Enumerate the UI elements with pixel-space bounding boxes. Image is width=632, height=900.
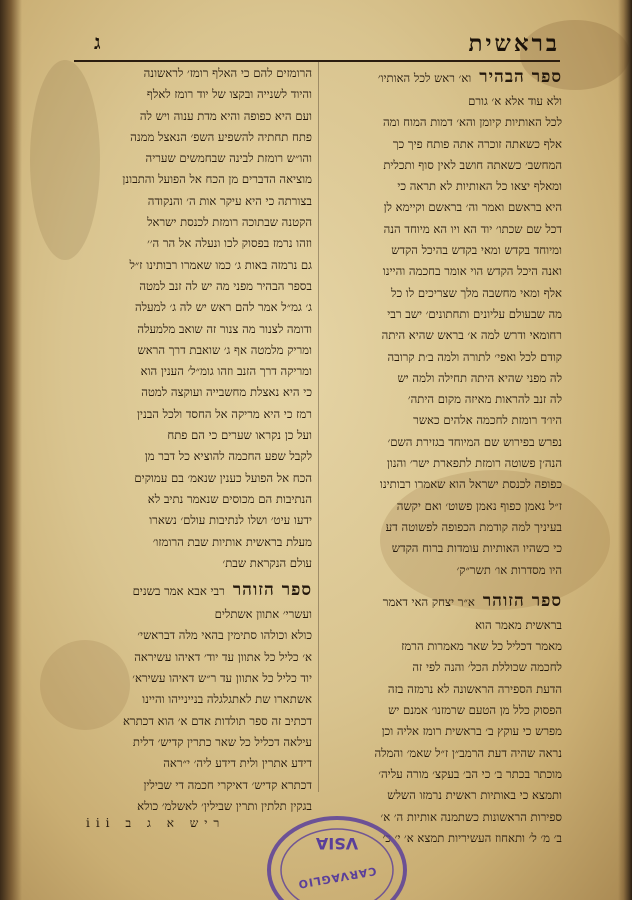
section-heading-zohar: ספר הזוהרא״ר יצחק האי דאמר [382, 590, 562, 611]
text-line: והיוד לשנייה ובקצו של יוד רומז לאלף [146, 87, 312, 102]
text-line: בצורתה כי היא עיקר אות ה׳ והנקודה [147, 193, 312, 208]
text-line: נפרש בפירוש שם המיוחד בגזירת השם׳ [387, 434, 562, 449]
text-line: ולא עוד אלא א׳ גורם [468, 94, 562, 108]
text-line: אשתארו שת לאתגלגלה בניינייהו והיינו [142, 692, 312, 707]
text-line: ידעו עיט׳ ושלו לנתיבות עולם׳ נשארו [149, 513, 312, 528]
opening-words: א״ר יצחק האי דאמר [382, 594, 475, 609]
header-rule [74, 60, 560, 62]
text-line: ועם היא כפופה והיא מדת ענוה ויש לה [139, 108, 312, 123]
stamp-text-top: VSIA [315, 834, 359, 853]
text-line: המחשב׳ כשאתה חושב לאין סוף ותכלית [383, 157, 562, 172]
section-heading-zohar-left: ספר הזוהררבי אבא אמר בשנים [132, 580, 312, 601]
text-line: אלף ומאי מחשבה מלך שצריכים לו כל [391, 285, 562, 300]
text-line: מוכתר בכתר ב׳ כי הב׳ בעקצ׳ מורה עליה׳ [378, 766, 562, 781]
text-line: ומריק מלמטה אף ג׳ שואבת דרך הראש [137, 342, 312, 357]
text-line: הפסוק כלל מן הטעם שרמזנו׳ אמנם יש [388, 703, 562, 718]
text-line: מאמר דכליל כל שאר מאמרות הרמז [401, 639, 562, 654]
text-line: דכל שם שכתו׳ יוד הא ויו הא מיוחד הנה [383, 221, 562, 236]
text-line: פתח תחתיה להשפיע השפ׳ הנאצל ממנה [130, 129, 312, 144]
text-line: בגקין תלתין ותרין שבילין׳ לאשלמ׳ כולא [137, 798, 312, 813]
text-line: היו׳ד רומזת לחכמה אלהים כאשר [413, 413, 562, 428]
text-line: עולם הנקראת שבת׳ [222, 555, 312, 570]
text-line: הכח אל הפועל כענין שנאמ׳ בם עמוקים [134, 470, 312, 485]
text-line: עילאה דכליל כל שאר כתרין קדיש׳ דלית [132, 734, 312, 749]
text-line: ועשרי׳ אתוון אשתלים [214, 607, 312, 622]
text-line: מעלת בראשית אותיות שבת הרומזו׳ [152, 534, 312, 549]
running-title: בראשית [468, 30, 560, 57]
text-line: הנתיבות הם מכוסים שנאמר נתיב לא [147, 491, 312, 506]
text-line: הדעת הספירה הראשונה לא נרמזה בזה [387, 681, 562, 696]
left-column-lines-2 [74, 604, 312, 817]
opening-words: רבי אבא אמר בשנים [132, 584, 225, 599]
left-column-lines [74, 63, 312, 574]
text-line: הנה׳ן פשוטה רומזת לתפארת ישר׳ והנון [386, 456, 562, 471]
opening-words: וא׳ ראש לכל האותיו׳ [377, 71, 472, 85]
text-line: רמז כי היא מריקה אל החסד ולכל הבנין [136, 406, 312, 421]
text-line: ספירות הראשונות כשתמנה אותיות ה׳ א׳ [380, 809, 562, 824]
text-line: דכתיב זה ספר תולדות אדם א׳ הוא דכתרא [122, 713, 312, 728]
text-line: דכתרא קדיש׳ דאיקרי חכמה די שבילין [143, 777, 312, 792]
text-line: ומאלף יצאו כל האותיות לא תראה כי [397, 179, 562, 194]
signature-marks: ריש א ג ב iii [86, 816, 226, 830]
page-edge-right [618, 0, 632, 900]
text-line: כי היא נאצלת מחשבייה ועוקצה למטה [141, 385, 312, 400]
text-line: מפרש כי עוקץ ב׳ בראשית רומז אליה וכן [381, 724, 562, 739]
text-line: ג׳ גמ״ל אמר להם ראש יש לה ג׳ למעלה [134, 300, 312, 315]
text-line: א׳ כליל כל אתוון עד יוד׳ דאיהו עשיראה [134, 649, 312, 664]
text-line: ומריקה דרך הזנב וזהו גומ״ל׳ הענין הוא [140, 364, 312, 379]
text-line: והו״ש רומזת לבינה שבחמשים שעריה [145, 151, 312, 166]
text-line: לה מפני שהיא היתה תחילה ולמה יש [397, 370, 562, 385]
text-line: לקבל שפע החכמה להוציא כל דבר מן [144, 449, 312, 464]
text-line: רחומאי ודרש למה א׳ בראש שהיא היתה [381, 328, 562, 343]
text-line: ותמצא כי באותיות ראשית נרמזו השלש [387, 788, 562, 803]
text-line: לחכמה שכוללת הכל׳ והנה לפי זה [412, 660, 562, 675]
text-line: בספר הבהיר מפני מה יש לה זנב למטה [139, 278, 312, 293]
left-column [74, 63, 312, 817]
text-line: היא בראשם ואמר וה׳ בראשם וקיימא לן [383, 200, 562, 215]
text-line: הקטנה שבתוכה רומזת לכנסת ישראל [147, 215, 312, 230]
text-line: יוד כליל כל אתוון עד ר״ש דאיהו עשירא׳ [132, 671, 312, 686]
column-divider [318, 62, 319, 792]
text-line: וזהו נרמז בפסוק לכו ונעלה אל הר ה׳׳ [147, 236, 312, 251]
text-line: ז״ל נאמן כפוף נאמן פשוט׳ ואם יקשה [396, 498, 562, 513]
text-line: אלף כשאתה זוכרה אתה פותח פיך כך [392, 136, 562, 151]
text-line: ועל כן נקראו שערים כי הם פתח [167, 428, 312, 443]
folio-number: ג [94, 30, 101, 54]
text-line: מוציאה הדברים מן הכח אל הפועל והתבונן [122, 172, 312, 187]
text-line: בעיניך למה קודמת הכפופה לפשוטה דע [385, 519, 562, 534]
stamp-text-arc: CARVAGLIO [296, 864, 378, 891]
text-line: הרומזים להם כי האלף רומז׳ לראשונה [143, 66, 312, 80]
library-stamp [262, 800, 412, 900]
text-line: לה זנב להראות מאיזה מקום היתה׳ [407, 392, 562, 407]
text-line: ומיוחד בקדש ומאי בקדש בהיכל הקדש [391, 243, 562, 258]
right-column-lines [324, 91, 562, 581]
text-line: מה שבעולם עליונים ותחתונים׳ ישב רבי [387, 306, 562, 321]
text-line: לכל האותיות קיומן והא׳ דמות המוח ומה [382, 115, 562, 130]
text-line: כי כשהיו האותיות עומדות ברוח הקדש [391, 541, 562, 556]
text-line: נראה שהיה דעת הרמב״ן ז״ל שאמ׳ והמלה [374, 745, 562, 760]
right-column [324, 63, 562, 849]
text-line: ודומה לצנור מה צנור זה שואב מלמעלה [137, 321, 312, 336]
text-line: היו מסדרות או׳ תשר״ק׳ [456, 562, 562, 577]
text-line: קודם לכל ואפי׳ לתורה ולמה ב׳ת קרובה [387, 349, 562, 364]
text-line: בראשית מאמר הוא [475, 617, 562, 632]
text-line: גם נרמזה באות ג׳ כמו שאמרו רבותינו ז״ל [129, 257, 312, 272]
text-line: כפופה לכנסת ישראל הוא שאמרו רבותינו [379, 477, 562, 492]
text-line: ב׳ מ׳ ל׳ ותאחוז העשיריות תמצא א׳ י׳ כ׳ [382, 830, 562, 845]
text-line: ואנה היכל הקדש הוי אומר בחכמה והיינו [382, 264, 562, 279]
text-line: דידע אתרין ולית דידע ליה׳ י״ראה [163, 756, 312, 771]
page-edge-left [0, 0, 22, 900]
section-heading-bahir: ספר הבהירוא׳ ראש לכל האותיו׳ [377, 67, 562, 87]
text-line: כולא וכולהו סתימין בהאי מלה דבראשי׳ [137, 628, 312, 643]
